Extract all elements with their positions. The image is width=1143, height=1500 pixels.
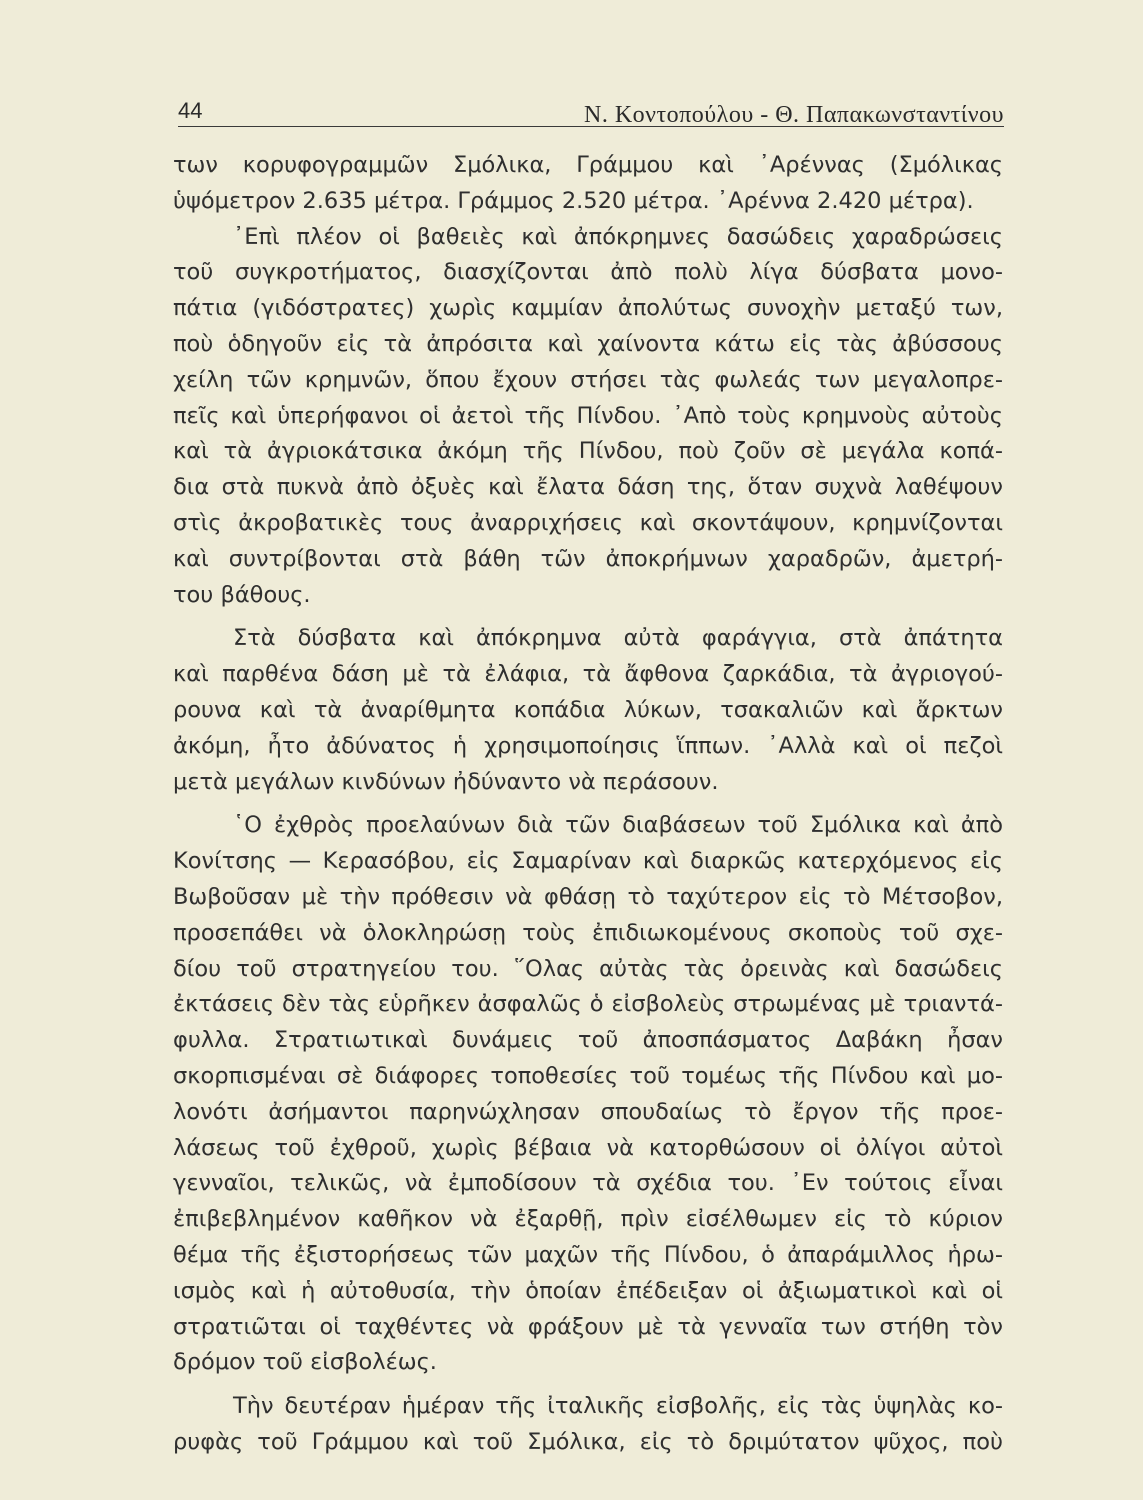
running-title: Ν. Κοντοπούλου - Θ. Παπακωνσταντίνου xyxy=(584,102,1004,128)
text-line: φυλλα. Στρατιωτικαὶ δυνάμεις τοῦ ἀποσπάσματος Δαβάκη ἦσαν xyxy=(173,1027,1003,1054)
text-line: ἐπιβεβλημένον καθῆκον νὰ ἐξαρθῇ, πρὶν εἰσέλθωμεν εἰς τὸ κύριον xyxy=(173,1206,1003,1233)
text-line: γενναῖοι, τελικῶς, νὰ ἐμποδίσουν τὰ σχέδια του. ᾿Εν τούτοις εἶναι xyxy=(173,1170,1003,1197)
text-line: ῾Ο ἐχθρὸς προελαύνων διὰ τῶν διαβάσεων τοῦ Σμόλικα καὶ ἀπὸ xyxy=(233,812,1003,839)
text-line: δια στὰ πυκνὰ ἀπὸ ὀξυὲς καὶ ἔλατα δάση της, ὅταν συχνὰ λαθέψουν xyxy=(173,474,1003,501)
text-line: καὶ παρθένα δάση μὲ τὰ ἐλάφια, τὰ ἄφθονα ζαρκάδια, τὰ ἀγριογού- xyxy=(173,661,1003,688)
text-line: ρυφὰς τοῦ Γράμμου καὶ τοῦ Σμόλικα, εἰς τὸ δριμύτατον ψῦχος, ποὺ xyxy=(173,1428,1003,1455)
page-number: 44 xyxy=(178,98,203,123)
text-line: ρουνα καὶ τὰ ἀναρίθμητα κοπάδια λύκων, τσακαλιῶν καὶ ἄρκτων xyxy=(173,696,1003,723)
header-rule xyxy=(178,126,1004,127)
text-line: χείλη τῶν κρημνῶν, ὅπου ἔχουν στήσει τὰς φωλεάς των μεγαλοπρε- xyxy=(173,366,1003,393)
text-line: λονότι ἀσήμαντοι παρηνώχλησαν σπουδαίως τὸ ἔργον τῆς προε- xyxy=(173,1098,1003,1125)
text-line: καὶ τὰ ἀγριοκάτσικα ἀκόμη τῆς Πίνδου, ποὺ ζοῦν σὲ μεγάλα κοπά- xyxy=(173,438,1003,465)
text-line: θέμα τῆς ἐξιστορήσεως τῶν μαχῶν τῆς Πίνδου, ὁ ἀπαράμιλλος ἡρω- xyxy=(173,1241,1003,1268)
text-line: ἐκτάσεις δὲν τὰς εὑρῆκεν ἀσφαλῶς ὁ εἰσβολεὺς στρωμένας μὲ τριαντά- xyxy=(173,991,1003,1018)
text-line: Κονίτσης — Κερασόβου, εἰς Σαμαρίναν καὶ διαρκῶς κατερχόμενος εἰς xyxy=(173,848,1003,875)
text-line: των κορυφογραμμῶν Σμόλικα, Γράμμου καὶ ᾿Αρέννας (Σμόλικας xyxy=(173,152,1003,178)
text-line: πάτια (γιδόστρατες) χωρὶς καμμίαν ἀπολύτως συνοχὴν μεταξύ των, xyxy=(173,295,1003,322)
text-line: ὑψόμετρον 2.635 μέτρα. Γράμμος 2.520 μέτρα. ᾿Αρέννα 2.420 μέτρα). xyxy=(173,187,974,214)
text-line: σκορπισμέναι σὲ διάφορες τοποθεσίες τοῦ τομέως τῆς Πίνδου καὶ μο- xyxy=(173,1062,1003,1089)
text-line: ισμὸς καὶ ἡ αὐτοθυσία, τὴν ὁποίαν ἐπέδειξαν οἱ ἀξιωματικοὶ καὶ οἱ xyxy=(173,1277,1003,1304)
text-line: ποὺ ὁδηγοῦν εἰς τὰ ἀπρόσιτα καὶ χαίνοντα κάτω εἰς τὰς ἀβύσσους xyxy=(173,330,1003,357)
text-line: του βάθους. xyxy=(173,581,311,608)
text-line: Τὴν δευτέραν ἡμέραν τῆς ἰταλικῆς εἰσβολῆς, εἰς τὰς ὑψηλὰς κο- xyxy=(233,1393,1003,1420)
text-line: πεῖς καὶ ὑπερήφανοι οἱ ἀετοὶ τῆς Πίνδου. ᾿Απὸ τοὺς κρημνοὺς αὐτοὺς xyxy=(173,402,1003,429)
text-line: ἀκόμη, ἦτο ἀδύνατος ἡ χρησιμοποίησις ἵππων. ᾿Αλλὰ καὶ οἱ πεζοὶ xyxy=(173,732,1003,759)
text-line: μετὰ μεγάλων κινδύνων ἠδύναντο νὰ περάσουν. xyxy=(173,768,719,795)
text-line: στρατιῶται οἱ ταχθέντες νὰ φράξουν μὲ τὰ γενναῖα των στήθη τὸν xyxy=(173,1313,1003,1340)
text-line: Στὰ δύσβατα καὶ ἀπόκρημνα αὐτὰ φαράγγια, στὰ ἀπάτητα xyxy=(233,625,1003,652)
text-line: ᾿Επὶ πλέον οἱ βαθειὲς καὶ ἀπόκρημνες δασώδεις χαραδρώσεις xyxy=(233,223,1003,250)
text-line: Βωβοῦσαν μὲ τὴν πρόθεσιν νὰ φθάσῃ τὸ ταχύτερον εἰς τὸ Μέτσοβον, xyxy=(173,883,1003,910)
page-header xyxy=(178,98,1004,128)
text-line: τοῦ συγκροτήματος, διασχίζονται ἀπὸ πολὺ λίγα δύσβατα μονο- xyxy=(173,259,1003,286)
text-line: καὶ συντρίβονται στὰ βάθη τῶν ἀποκρήμνων χαραδρῶν, ἀμετρή- xyxy=(173,545,1003,572)
text-line: προσεπάθει νὰ ὁλοκληρώσῃ τοὺς ἐπιδιωκομένους σκοποὺς τοῦ σχε- xyxy=(173,919,1003,946)
body-text xyxy=(173,148,1003,1461)
text-line: στὶς ἀκροβατικὲς τους ἀναρριχήσεις καὶ σκοντάψουν, κρημνίζονται xyxy=(173,509,1003,536)
text-line: δρόμον τοῦ εἰσβολέως. xyxy=(173,1349,437,1376)
text-line: λάσεως τοῦ ἐχθροῦ, χωρὶς βέβαια νὰ κατορθώσουν οἱ ὀλίγοι αὐτοὶ xyxy=(173,1134,1003,1161)
text-line: δίου τοῦ στρατηγείου του. ῞Ολας αὐτὰς τὰς ὀρεινὰς καὶ δασώδεις xyxy=(173,955,1003,982)
